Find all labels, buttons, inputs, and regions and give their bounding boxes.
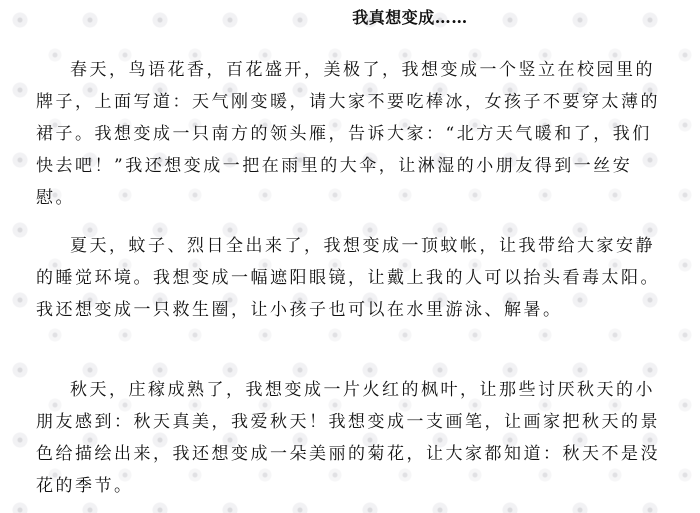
paragraph-autumn: 秋天，庄稼成熟了，我想变成一片火红的枫叶，让那些讨厌秋天的小朋友感到：秋天真美，我爱秋天！我想变成一支画笔，让画家把秋天的景色给描绘出来，我还想变成一朵美丽的菊花，让大家都知道：秋天不是没花的季节。: [36, 380, 660, 496]
paragraph-spring: 春天，鸟语花香，百花盛开，美极了，我想变成一个竖立在校园里的牌子，上面写道：天气刚变暖，请大家不要吃棒冰，女孩子不要穿太薄的裙子。我想变成一只南方的领头雁，告诉大家：“北方天气暖和了，我们快去吧！”我还想变成一把在雨里的大伞，让淋湿的小朋友得到一丝安慰。: [36, 60, 660, 208]
paragraph-summer: 夏天，蚊子、烈日全出来了，我想变成一顶蚊帐，让我带给大家安静的睡觉环境。我想变成一幅遮阳眼镜，让戴上我的人可以抬头看毒太阳。我还想变成一只救生圈，让小孩子也可以在水里游泳、解暑。: [36, 236, 660, 320]
page-title: 我真想变成……: [352, 8, 468, 27]
